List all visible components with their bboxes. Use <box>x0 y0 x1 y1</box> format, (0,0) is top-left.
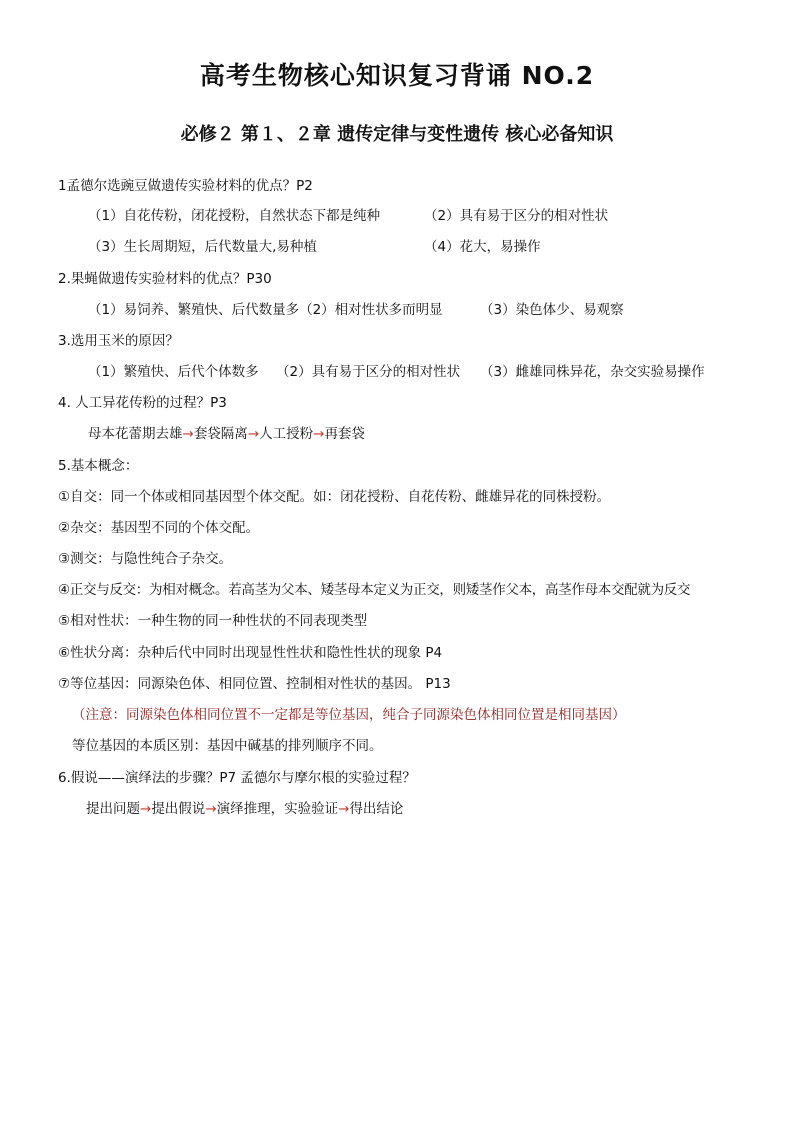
q4-step-1: 母本花蕾期去雄 <box>88 426 183 442</box>
arrow-right-icon: → <box>247 426 260 442</box>
question-1: 1孟德尔选豌豆做遗传实验材料的优点？P2 <box>58 178 313 194</box>
q6-step-3: 演绎推理，实验验证 <box>216 801 339 817</box>
page-subtitle: 必修２ 第１、２章 遗传定律与变性遗传 核心必备知识 <box>180 124 614 145</box>
arrow-right-icon: → <box>338 801 350 817</box>
question-5: 5.基本概念： <box>58 458 139 474</box>
q6-step-1: 提出问题 <box>86 801 140 817</box>
q1-answer-4: （4）花大，易操作 <box>424 239 541 255</box>
arrow-right-icon: → <box>313 426 325 442</box>
q3-answer-2: （2）具有易于区分的相对性状 <box>276 364 461 380</box>
question-2: 2.果蝇做遗传实验材料的优点？P30 <box>58 271 272 287</box>
arrow-right-icon: → <box>140 801 152 817</box>
arrow-right-icon: → <box>205 801 217 817</box>
question-3: 3.选用玉米的原因？ <box>58 333 179 349</box>
concept-self-cross: ①自交：同一个体或相同基因型个体交配。如：闭花授粉、自花传粉、雌雄异花的同株授粉。 <box>58 489 611 505</box>
q1-answer-1: （1）自花传粉，闭花授粉，自然状态下都是纯种 <box>88 208 381 224</box>
page-title: 高考生物核心知识复习背诵 NO.2 <box>199 61 595 90</box>
q4-step-4: 再套袋 <box>324 426 365 442</box>
concept-reciprocal-cross: ④正交与反交：为相对概念。若高茎为父本、矮茎母本定义为正交，则矮茎作父本，高茎作母本交配就为反交 <box>58 582 691 598</box>
q1-answer-2: （2）具有易于区分的相对性状 <box>424 208 609 224</box>
q3-answer-3: （3）雌雄同株异花，杂交实验易操作 <box>480 364 705 380</box>
q2-answer-2: （3）染色体少、易观察 <box>480 302 624 318</box>
concept-cross: ②杂交：基因型不同的个体交配。 <box>58 520 260 536</box>
allele-essential-difference: 等位基因的本质区别：基因中碱基的排列顺序不同。 <box>72 738 383 754</box>
q4-process <box>88 425 365 443</box>
q3-answer-1: （1）繁殖快、后代个体数多 <box>88 364 259 380</box>
question-4: 4. 人工异花传粉的过程？P3 <box>58 395 227 411</box>
q2-answer-1: （1）易饲养、繁殖快、后代数量多（2）相对性状多而明显 <box>88 302 443 318</box>
q1-answer-3: （3）生长周期短，后代数量大,易种植 <box>88 239 317 255</box>
arrow-right-icon: → <box>182 426 194 442</box>
q4-step-3: 人工授粉 <box>259 426 314 442</box>
concept-test-cross: ③测交：与隐性纯合子杂交。 <box>58 551 233 567</box>
allele-note: （注意：同源染色体相同位置不一定都是等位基因，纯合子同源染色体相同位置是相同基因） <box>72 707 626 723</box>
q6-step-2: 提出假说 <box>151 801 206 817</box>
concept-relative-trait: ⑤相对性状：一种生物的同一种性状的不同表现类型 <box>58 613 368 629</box>
concept-allele: ⑦等位基因：同源染色体、相同位置、控制相对性状的基因。 P13 <box>58 676 451 692</box>
question-6: 6.假说——演绎法的步骤？P7 孟德尔与摩尔根的实验过程？ <box>58 770 416 786</box>
concept-trait-segregation: ⑥性状分离：杂种后代中同时出现显性性状和隐性性状的现象 P4 <box>58 645 443 661</box>
q6-step-4: 得出结论 <box>349 801 404 817</box>
q4-step-2: 套袋隔离 <box>193 426 248 442</box>
q6-process <box>86 800 403 818</box>
